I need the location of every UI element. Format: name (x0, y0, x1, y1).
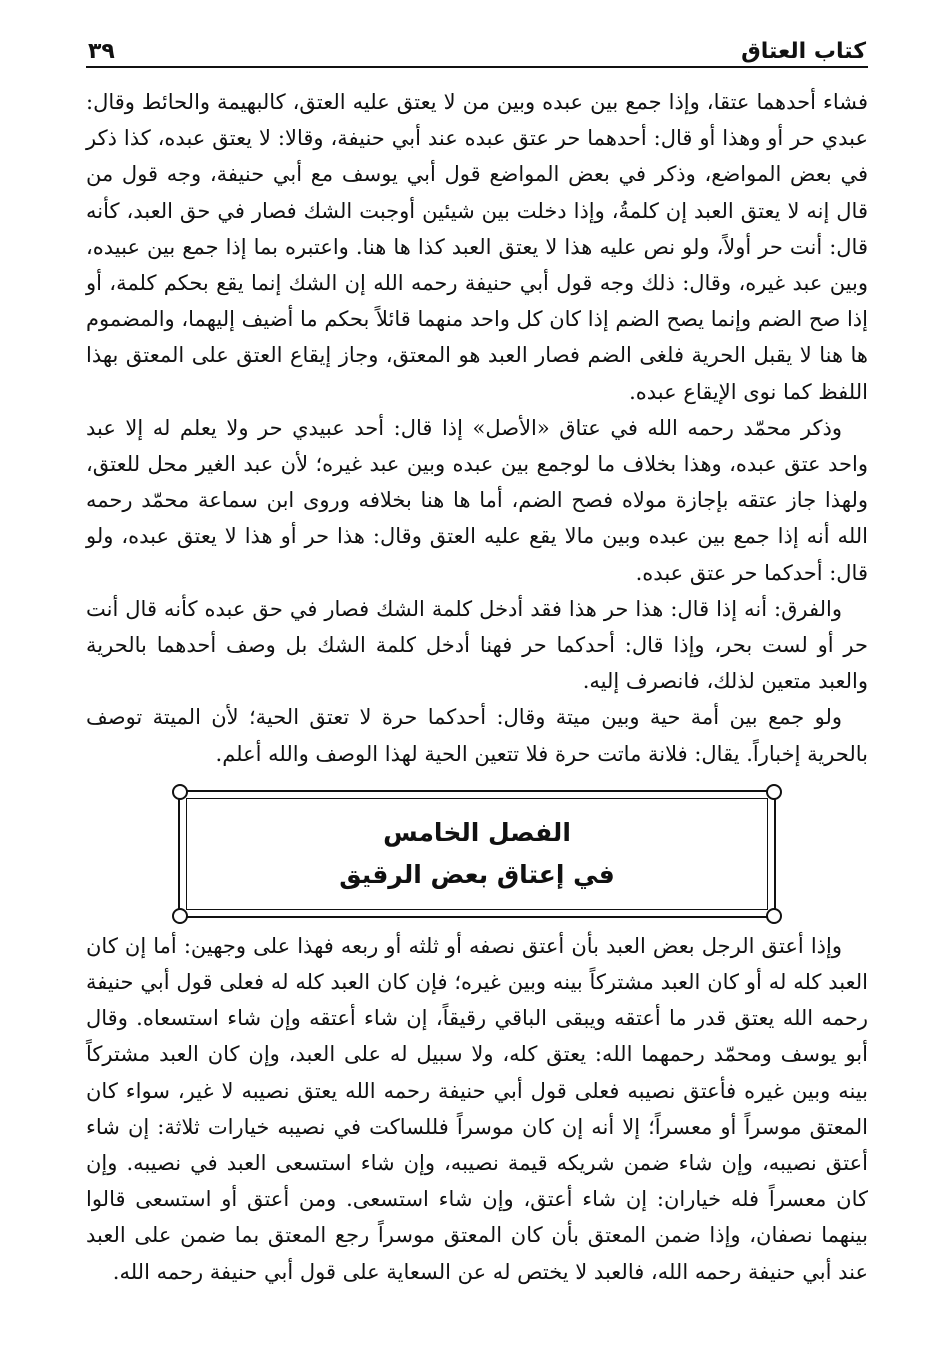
running-title: كتاب العتاق (741, 39, 866, 64)
running-header (86, 24, 868, 68)
body-text-bottom (86, 928, 868, 1290)
frame-ornament (172, 784, 188, 800)
paragraph: وذكر محمّد رحمه الله في عتاق «الأصل» إذا قال: أحد عبيدي حر ولا يعلم له إلا عبد واحد عتق عبده، وهذا بخلاف ما لوجمع بين عبده وبين عبد غيره؛ لأن عبد الغير محل للعتق، ولهذا جاز عتقه بإجازة مولاه فصح الضم، أما ها هنا بخلافه وروى ابن سماعة محمّد رحمه الله أنه إذا جمع بين عبده وبين مالا يقع عليه العتق وقال: هذا حر أو هذا لا يعتق عبده، ولو قال: أحدكما حر عتق عبده. (86, 415, 868, 585)
paragraph: والفرق: أنه إذا قال: هذا حر هذا فقد أدخل كلمة الشك فصار في حق عبده كأنه قال أنت حر أو لست بحر، وإذا قال: أحدكما حر فهنا أدخل كلمة الشك بل وصف أحدهما بالحرية والعبد متعين لذلك، فانصرف إليه. (86, 596, 868, 694)
frame-ornament (766, 908, 782, 924)
frame-ornament (766, 784, 782, 800)
chapter-number: الفصل الخامس (383, 817, 571, 847)
page-number: ٣٩ (88, 39, 115, 64)
body-text-top (86, 84, 868, 772)
chapter-title: في إعتاق بعض الرقيق (339, 859, 615, 889)
frame-ornament (172, 908, 188, 924)
paragraph: فشاء أحدهما عتقا، وإذا جمع بين عبده وبين من لا يعتق عليه العتق، كالبهيمة والحائط وقال: عبدي حر أو وهذا أو قال: أحدهما حر عتق عبده عند أبي حنيفة، وقالا: لا يعتق عبده، كذا ذكر في بعض المواضع، وذكر في بعض المواضع قول أبي يوسف مع أبي حنيفة، وجه قول من قال إنه لا يعتق العبد إن كلمةُ، وإذا دخلت بين شيئين أوجبت الشك فصار في حق العبد، كأنه قال: أنت حر أولاً، ولو نص عليه هذا لا يعتق العبد كذا ها هنا. واعتبره بما إذا جمع بين عبيده، وبين عبد غيره، وقال: ذلك وجه قول أبي حنيفة رحمه الله إن الشك إنما يقع بحكم كلمة، أو إذا صح الضم وإنما يصح الضم إذا كان كل واحد منهما قائلاً بحكم ما أضيف إليهما، والمضموم ها هنا لا يقبل الحرية فلغى الضم فصار العبد هو المعتق، وجاز إيقاع العتق على المعتق بهذا اللفظ كما نوى الإيقاع عبده. (85, 90, 868, 404)
chapter-heading-frame (178, 790, 776, 918)
paragraph: وإذا أعتق الرجل بعض العبد بأن أعتق نصفه أو ثلثه أو ربعه فهذا على وجهين: أما إن كان العبد كله له أو كان العبد مشتركاً بينه وبين غيره؛ فإن كان العبد كله له فعلى قول أبي حنيفة رحمه الله يعتق قدر ما أعتقه ويبقى الباقي رقيقاً، إن شاء أعتقه وإن شاء استسعاه. وقال أبو يوسف ومحمّد رحمهما الله: يعتق كله، ولا سبيل له على العبد، وإن كان العبد مشتركاً بينه وبين غيره فأعتق نصيبه فعلى قول أبي حنيفة رحمه الله يعتق نصيبه لا غير، سواء كان المعتق موسراً أو معسراً؛ إلا أنه إن كان موسراً فللساكت في نصيبه خيارات ثلاثة: إن شاء أعتق نصيبه، وإن شاء ضمن شريكه قيمة نصيبه، وإن شاء استسعى العبد في نصيبه. وإن كان معسراً فله خياران: إن شاء أعتق، وإن شاء استسعى. ومن أعتق أو استسعى قالوا بينهما نصفان، وإذا ضمن المعتق بأن كان المعتق موسراً رجع المعتق بما ضمن على العبد عند أبي حنيفة رحمه الله، فالعبد لا يختص له عن السعاية على قول أبي حنيفة رحمه الله. (86, 933, 868, 1284)
paragraph: ولو جمع بين أمة حية وبين ميتة وقال: أحدكما حرة لا تعتق الحية؛ لأن الميتة توصف بالحرية إخباراً. يقال: فلانة ماتت حرة فلا تتعين الحية لهذا الوصف والله أعلم. (86, 705, 868, 766)
book-page (86, 24, 868, 1290)
